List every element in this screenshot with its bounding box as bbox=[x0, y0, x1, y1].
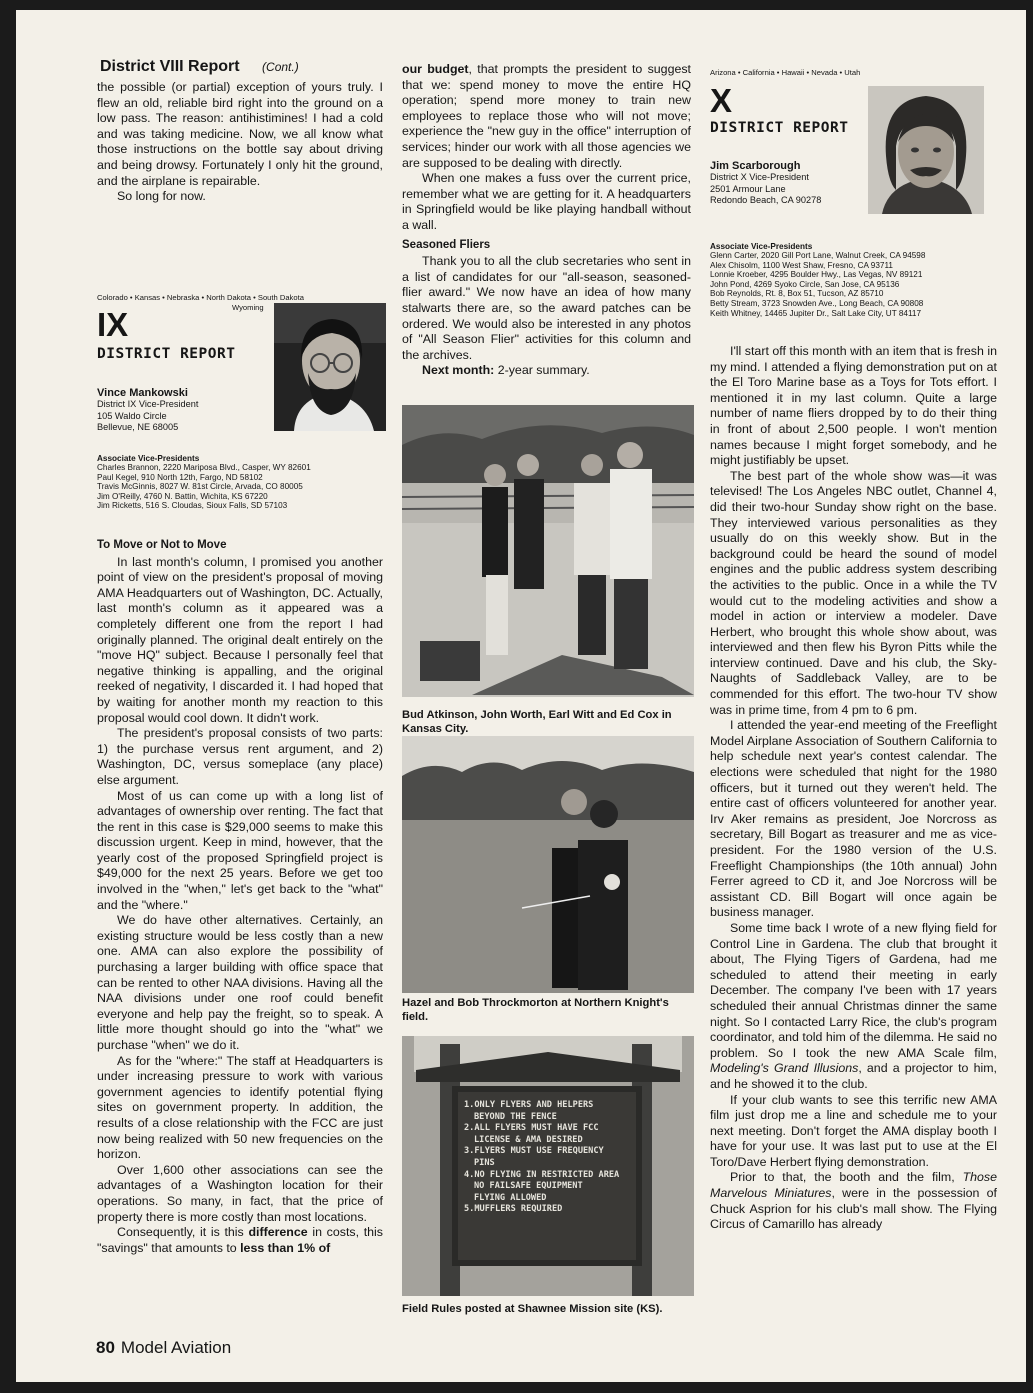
associate-vp: Bob Reynolds, Rt. 8, Box 51, Tucson, AZ 85710 bbox=[710, 289, 884, 299]
subheading-seasoned-fliers: Seasoned Fliers bbox=[402, 238, 491, 251]
district-9-text bbox=[97, 534, 383, 1256]
district-10-label: DISTRICT REPORT bbox=[710, 120, 849, 136]
sign-line: BEYOND THE FENCE bbox=[474, 1111, 557, 1122]
district-8-text bbox=[97, 80, 383, 205]
associate-vp: Glenn Carter, 2020 Gill Port Lane, Walnut Creek, CA 94598 bbox=[710, 251, 926, 260]
associate-vp: Jim Ricketts, 516 S. Cloudas, Sioux Falls, SD 57103 bbox=[97, 501, 288, 511]
paragraph: Some time back I wrote of a new flying field for Control Line in Gardena. The club that brought it about, The Flying Tigers of Gardena, had me scheduled to attend their meeting in early December. The company I've been with 17 years scheduled their annual Christmas dinner the same night. So I contacted Larry Rice, the club's program coordinator, and told him of the dilemma. He said no problem. So I took the new AMA Scale film, Modeling's Grand Illusions, and a projector to him, and he showed it to the club. bbox=[710, 920, 997, 1091]
associate-vp: Jim O'Reilly, 4760 N. Battin, Wichita, KS 67220 bbox=[97, 491, 268, 501]
district-8-cont: (Cont.) bbox=[262, 60, 299, 74]
district-8-title: District VIII Report bbox=[100, 58, 240, 75]
paragraph: Prior to that, the booth and the film, Those Marvelous Miniatures, were in the possession of Chuck Asprion for his club's mall show. The Flying Circus of Camarillo has already bbox=[710, 1170, 997, 1232]
vince-mankowski-portrait bbox=[274, 303, 386, 431]
photo-field-rules-sign bbox=[402, 1036, 694, 1296]
paragraph: The president's proposal consists of two parts: 1) the purchase versus rent argument, and 2) Washington, DC, versus someplace (any place) else argument. bbox=[97, 726, 383, 787]
paragraph: our budget, that prompts the president to suggest that we: spend money to move the entire HQ operation; spend more money to train new employees to replace those who will not move; experience the "new guy in the office" interruption of services; hinder our work with all those agencies we are supposed to be dealing with directly. bbox=[402, 62, 691, 170]
caption-2: Hazel and Bob Throckmorton at Northern Knight's field. bbox=[402, 997, 669, 1023]
photo-throckmorton bbox=[402, 736, 694, 993]
sign-line: 4.NO FLYING IN RESTRICTED AREA bbox=[464, 1169, 620, 1180]
paragraph: If your club wants to see this terrific new AMA film just drop me a line and schedule me to your next meeting. Don't forget the AMA display booth I have for your use. It was last put to use at the El Toro/Dave Herbert flying demonstration. bbox=[710, 1092, 997, 1169]
district-10-vp: Jim Scarborough District X Vice-President 2501 Armour Lane Redondo Beach, CA 90278 bbox=[710, 160, 822, 205]
district-10-associates: Associate Vice-Presidents Glenn Carter, 2020 Gill Port Lane, Walnut Creek, CA 94598 Alex Chisolm, 1100 West Shaw, Fresno, CA 93711 Lonnie Kroeber, 4295 Boulder Hwy., Las Vegas, NV 89121 John Pond, 4269 Syoko Circle, San Jose, CA 95136 Bob Reynolds, Rt. 8, Box 51, Tucson, AZ 85710 Betty Stream, 3723 Snowden Ave., Long Beach, CA 90808 Keith Whitney, 14465 Jupiter Dr., Salt Lake City, UT 84117 bbox=[710, 242, 1000, 318]
district-9-label: DISTRICT REPORT bbox=[97, 346, 236, 362]
paragraph: The best part of the whole show was—it was televised! The Los Angeles NBC outlet, Channel 4, did their two-hour Sunday show right on the base. They interviewed various personalities as they usually do on this weekly show. But in the background could be heard the sound of model engines and the public address system describing the activities to the public. Once in a while the TV would cut to the modeling activities and show a model in action or interview a modeler. Dave Herbert, who brought this whole show about, was interviewed and then flew his Byron Pitts while the interview continued. Dave and his club, the Sky-Naughts of Saddleback Valley, are to be commended for this effort. The two-hour TV show was in prime time, from 4 pm to 6 pm. bbox=[710, 468, 997, 717]
paragraph: I attended the year-end meeting of the Freeflight Model Airplane Association of Southern California to help schedule next year's contest calendar. The elections were scheduled that night for the 1980 officers, but it turned out they weren't held. The entire cast of officers volunteered for another year. Irv Aker remains as president, Joe Norcross as secretary, Bill Bogart as treasurer and me as vice-president. For the 1980 version of the U.S. Freeflight Championships (the 10th annual) John Ferrer agreed to CD it, and Joe Norcross will be assistant CD. Bill Bogart will once again be business manager. bbox=[710, 718, 997, 920]
photo-kansas-city bbox=[402, 405, 694, 697]
paragraph: Over 1,600 other associations can see the advantages of a Washington location for their operations. So many, in fact, that the price of property there is more costly than most locations. bbox=[97, 1162, 383, 1224]
subheading-to-move: To Move or Not to Move bbox=[97, 539, 227, 551]
sign-line: PINS bbox=[474, 1157, 495, 1168]
sign-line: NO FAILSAFE EQUIPMENT bbox=[474, 1181, 583, 1192]
sign-line: FLYING ALLOWED bbox=[474, 1192, 547, 1203]
sign-line: 1.ONLY FLYERS AND HELPERS bbox=[464, 1100, 594, 1110]
associate-vp: Lonnie Kroeber, 4295 Boulder Hwy., Las Vegas, NV 89121 bbox=[710, 270, 923, 280]
paragraph: Next month: 2-year summary. bbox=[422, 363, 590, 378]
sign-line: 2.ALL FLYERS MUST HAVE FCC bbox=[464, 1123, 599, 1134]
paragraph: the possible (or partial) exception of yours truly. I flew an old, reliable bird right into the ground on a low pass. The reason: antihistimines! I had a cold and was taking medicine. Now, we all know what those instructions on the bottle say about driving and being drowsy. Fortunately I only hit the ground, and the airplane is repairable. bbox=[97, 80, 383, 188]
associate-vp: Paul Kegel, 910 North 12th, Fargo, ND 58102 bbox=[97, 472, 263, 482]
sign-line: LICENSE & AMA DESIRED bbox=[474, 1134, 583, 1145]
magazine-page bbox=[16, 10, 1026, 1382]
page-footer bbox=[96, 1338, 231, 1358]
associate-vp: Betty Stream, 3723 Snowden Ave., Long Beach, CA 90808 bbox=[710, 298, 924, 308]
associate-vp: Alex Chisolm, 1100 West Shaw, Fresno, CA 93711 bbox=[710, 260, 893, 270]
district-10-text bbox=[710, 344, 997, 1233]
vp-name: Vince Mankowski bbox=[97, 387, 188, 399]
page-number: 80 bbox=[96, 1338, 115, 1357]
associate-vp: Keith Whitney, 14465 Jupiter Dr., Salt Lake City, UT 84117 bbox=[710, 308, 922, 318]
paragraph: Consequently, it is this difference in costs, this "savings" that amounts to less than 1% of bbox=[97, 1225, 383, 1255]
associate-vp: Charles Brannon, 2220 Mariposa Blvd., Casper, WY 82601 bbox=[97, 463, 311, 472]
district-9-states: Colorado • Kansas • Nebraska • North Dakota • South Dakota Wyoming bbox=[97, 293, 304, 312]
caption-3: Field Rules posted at Shawnee Mission site (KS). bbox=[402, 1303, 663, 1315]
sign-line: 5.MUFFLERS REQUIRED bbox=[464, 1204, 563, 1215]
magazine-name: Model Aviation bbox=[120, 1338, 232, 1357]
jim-scarborough-portrait bbox=[868, 86, 984, 214]
vp-name: Jim Scarborough bbox=[710, 160, 801, 172]
sign-text bbox=[464, 1100, 634, 1216]
associate-vp: John Pond, 4269 Syoko Circle, San Jose, CA 95136 bbox=[710, 279, 900, 289]
paragraph: We do have other alternatives. Certainly, an existing structure would be less costly than a new one. AMA can also explore the possibility of purchasing a larger building with office space that can be rented to other NAA divisions. Having all the NAA divisions under one roof could benefit everyone and help pay the freight, so to speak. A little more thought should go into the "what" we purchase "when" we do it. bbox=[97, 913, 383, 1052]
district-10-roman: X bbox=[710, 82, 733, 119]
paragraph: Most of us can come up with a long list of advantages of ownership over renting. The fact that the rent in this case is $29,000 seems to make this discussion urgent. Keep in mind, however, that the yearly cost of the proposed Springfield project is $49,000 for the next 25 years. Before we get too involved in the "when," let's get back to the "what" and the "where." bbox=[97, 788, 383, 912]
paragraph: When one makes a fuss over the current price, remember what we are getting for it. A headquarters in Springfield would be like playing handball without a wall. bbox=[402, 171, 691, 232]
middle-text bbox=[402, 62, 691, 379]
caption-1: Bud Atkinson, John Worth, Earl Witt and Ed Cox in Kansas City. bbox=[402, 709, 672, 735]
district-8-heading bbox=[100, 58, 299, 76]
district-9-roman: IX bbox=[97, 306, 129, 343]
paragraph: As for the "where:" The staff at Headquarters is under increasing pressure to work with various government agencies to identify potential flying sites on government property. In addition, the results of a close relationship with the FCC are just now being realized with 50 new frequencies on the horizon. bbox=[97, 1053, 383, 1162]
paragraph: I'll start off this month with an item that is fresh in my mind. I attended a flying demonstration put on at the El Toro Marine base as a Toys for Tots effort. I mentioned it in my last column. Quite a large number of name fliers dropped by to do their thing in front of about 2,500 people. I won't mention names because I might forget somebody, and he might justifiably be upset. bbox=[710, 344, 997, 468]
paragraph: In last month's column, I promised you another point of view on the president's proposal of moving AMA Headquarters out of Washington, DC. Actually, last month's column as it appeared was a completely different one from the report I had originally planned. The original dealt entirely on the "move HQ" subject. Because I personally feel that negative thinking is appalling, and the original reeked of negativity, I discarded it. I had hoped that by waiting for another month my reaction to this proposal would cool down. It didn't work. bbox=[97, 554, 383, 725]
district-9-associates: Associate Vice-Presidents Charles Brannon, 2220 Mariposa Blvd., Casper, WY 82601 Paul Kegel, 910 North 12th, Fargo, ND 58102 Travis McGinnis, 8027 W. 81st Circle, Arvada, CO 80005 Jim O'Reilly, 4760 N. Battin, Wichita, KS 67220 Jim Ricketts, 516 S. Cloudas, Sioux Falls, SD 57103 bbox=[97, 454, 387, 511]
paragraph: So long for now. bbox=[117, 189, 206, 204]
associate-vp: Travis McGinnis, 8027 W. 81st Circle, Arvada, CO 80005 bbox=[97, 482, 303, 492]
district-9-vp: Vince Mankowski District IX Vice-President 105 Waldo Circle Bellevue, NE 68005 bbox=[97, 387, 199, 432]
paragraph: Thank you to all the club secretaries who sent in a list of candidates for our "all-season, seasoned-flier award." We now have an idea of how many stalwarts there are, so the award patches can be ordered. We would also be interested in any photos of "All Season Flier" activities for this column and the archives. bbox=[402, 254, 691, 362]
sign-line: 3.FLYERS MUST USE FREQUENCY bbox=[464, 1146, 604, 1157]
district-10-states: Arizona • California • Hawaii • Nevada • Utah bbox=[710, 68, 861, 77]
